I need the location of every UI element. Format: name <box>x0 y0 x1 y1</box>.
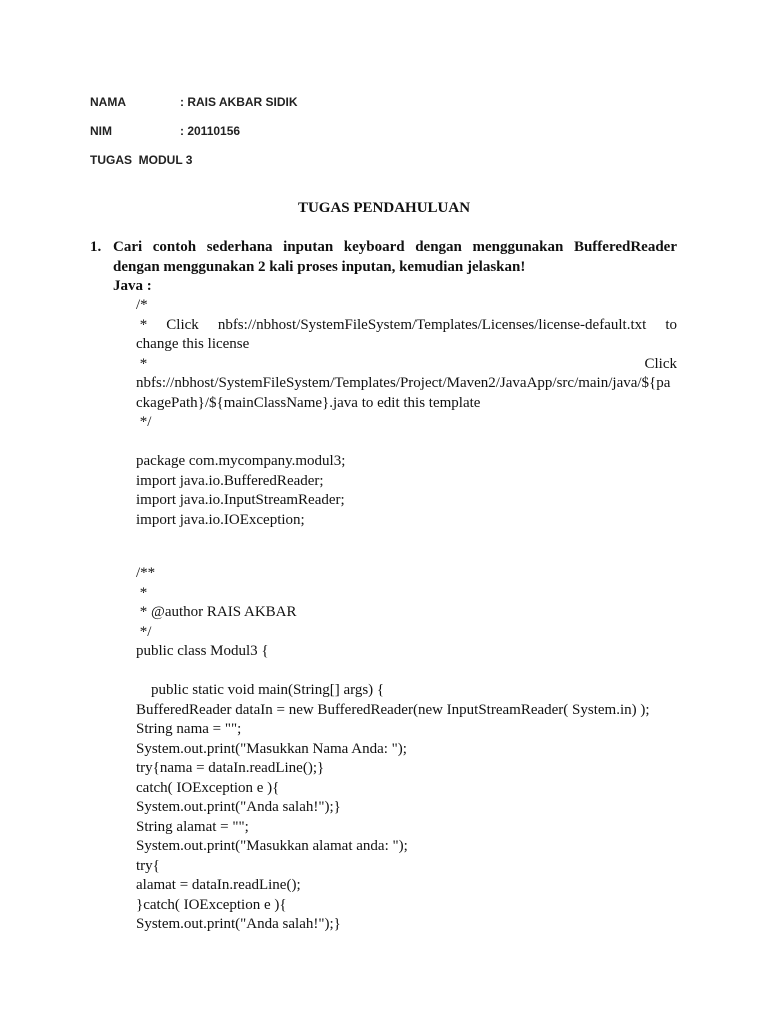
code-line: * @author RAIS AKBAR <box>136 604 297 620</box>
code-line: public static void main(String[] args) { <box>136 682 385 698</box>
nim-row <box>90 124 241 138</box>
code-line-justified <box>136 316 677 336</box>
question-block <box>90 238 677 297</box>
code-line: /* <box>136 297 148 313</box>
code-line: try{nama = dataIn.readLine();} <box>136 760 325 776</box>
question-number: 1. <box>90 239 102 255</box>
code-token: * <box>136 355 148 372</box>
code-line: }catch( IOException e ){ <box>136 896 287 913</box>
code-line: import java.io.IOException; <box>136 511 305 528</box>
blank-line <box>136 433 677 453</box>
code-token: * <box>136 316 148 333</box>
code-line: catch( IOException e ){ <box>136 779 280 796</box>
code-line: alamat = dataIn.readLine(); <box>136 877 301 893</box>
code-line: System.out.print("Masukkan alamat anda: "); <box>136 838 408 854</box>
tugas-label: TUGAS MODUL 3 <box>90 153 193 167</box>
code-line: import java.io.InputStreamReader; <box>136 492 345 508</box>
code-line: /** <box>136 565 156 581</box>
code-line: * <box>136 584 148 601</box>
code-line: */ <box>136 623 152 640</box>
code-block <box>136 296 677 530</box>
code-line: import java.io.BufferedReader; <box>136 472 324 489</box>
code-token: nbfs://nbhost/SystemFileSystem/Templates/Licenses/license-default.txt <box>217 316 647 333</box>
nama-label: NAMA <box>90 95 126 109</box>
code-line-justified <box>136 355 677 375</box>
code-line: try{ <box>136 857 160 874</box>
nama-value: : RAIS AKBAR SIDIK <box>180 95 298 109</box>
code-line: ckagePath}/${mainClassName}.java to edit this template <box>136 394 481 411</box>
document-title: TUGAS PENDAHULUAN <box>297 200 471 216</box>
nim-value: : 20110156 <box>180 124 241 138</box>
code-line: nbfs://nbhost/SystemFileSystem/Templates/Project/Maven2/JavaApp/src/main/java/${pa <box>136 375 671 391</box>
code-line: String nama = ""; <box>136 721 242 737</box>
question-text: Cari contoh sederhana inputan keyboard dengan menggunakan BufferedReader dengan menggunakan 2 kali proses inputan, kemudian jelaskan! <box>113 239 677 275</box>
code-line: package com.mycompany.modul3; <box>136 453 346 469</box>
code-line: String alamat = ""; <box>136 818 249 835</box>
code-token: Click <box>166 316 199 333</box>
code-line: change this license <box>136 336 250 352</box>
language-label: Java : <box>113 278 152 294</box>
code-line: BufferedReader dataIn = new BufferedReader(new InputStreamReader( System.in) ); <box>136 701 650 718</box>
code-line: public class Modul3 { <box>136 643 269 659</box>
code-block-class <box>136 564 677 935</box>
code-line: */ <box>136 414 152 430</box>
code-line: System.out.print("Anda salah!");} <box>136 799 341 815</box>
blank-line <box>136 662 677 682</box>
code-token: to <box>665 316 677 333</box>
code-line: System.out.print("Masukkan Nama Anda: "); <box>136 740 407 757</box>
code-token: Click <box>644 355 677 372</box>
code-line: System.out.print("Anda salah!");} <box>136 916 341 932</box>
nim-label: NIM <box>90 124 112 138</box>
nama-row <box>90 95 298 109</box>
